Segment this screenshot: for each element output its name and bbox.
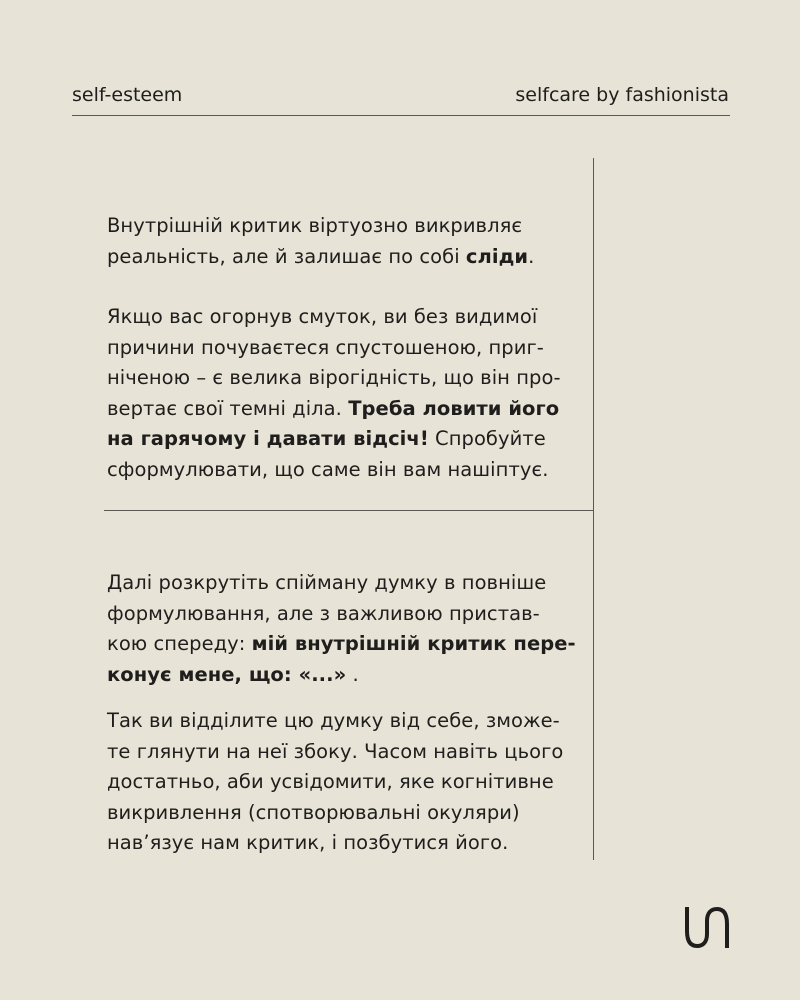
paragraph-line: сформулювати, що саме він вам нашіптує. <box>107 457 549 481</box>
paragraph-line: те глянути на неї збоку. Часом навіть цього <box>107 739 564 763</box>
paragraph-line: Якщо вас огорнув смуток, ви без видимої <box>107 305 538 328</box>
fashionista-logo-icon <box>682 905 732 950</box>
bold-run: конує мене, що: «...» <box>107 662 347 686</box>
paragraph-line <box>107 629 587 660</box>
text-run: . <box>346 662 359 686</box>
paragraph-3 <box>107 568 587 690</box>
bold-run: Треба ловити його <box>348 396 560 420</box>
text-run: реальність, але й залишає по собі <box>107 244 466 268</box>
bold-run: на гарячому і давати відсіч! <box>107 427 429 450</box>
text-run: кою спереду: <box>107 632 252 655</box>
paragraph-line: причини почуваєтеся спустошеною, приг- <box>107 335 544 359</box>
bold-run: сліди <box>465 244 529 268</box>
paragraph-line: Далі розкрутіть спійману думку в повніше <box>107 571 547 594</box>
header-divider <box>72 115 730 116</box>
paragraph-4 <box>107 706 587 859</box>
paragraph-line: ніченою – є велика вірогідність, що він про- <box>107 366 561 389</box>
paragraph-line <box>107 242 587 273</box>
paragraph-line: достатньо, аби усвідомити, яке когнітивне <box>107 770 554 793</box>
paragraph-2 <box>107 302 587 485</box>
paragraph-line: Так ви відділите цю думку від себе, зможе- <box>107 709 560 732</box>
paragraph-line: формулювання, але з важливою пристав- <box>107 601 540 625</box>
text-run: вертає свої темні діла. <box>107 396 349 420</box>
paragraph-line: викривлення (спотворювальні окуляри) <box>107 800 520 824</box>
section-divider <box>104 510 593 511</box>
paragraph-line: нав’язує нам критик, і позбутися його. <box>107 831 509 854</box>
header-left-label: self-esteem <box>72 84 183 106</box>
paragraph-line <box>107 660 587 691</box>
paragraph-1 <box>107 211 587 272</box>
paragraph-line <box>107 394 587 425</box>
text-run: . <box>528 244 535 268</box>
header-right-label: selfcare by fashionista <box>515 84 729 106</box>
paragraph-line: Внутрішній критик віртуозно викривляє <box>107 214 523 237</box>
bold-run: мій внутрішній критик пере- <box>251 632 576 655</box>
text-run: Спробуйте <box>428 427 546 450</box>
paragraph-line <box>107 424 587 455</box>
vertical-divider <box>593 158 594 860</box>
